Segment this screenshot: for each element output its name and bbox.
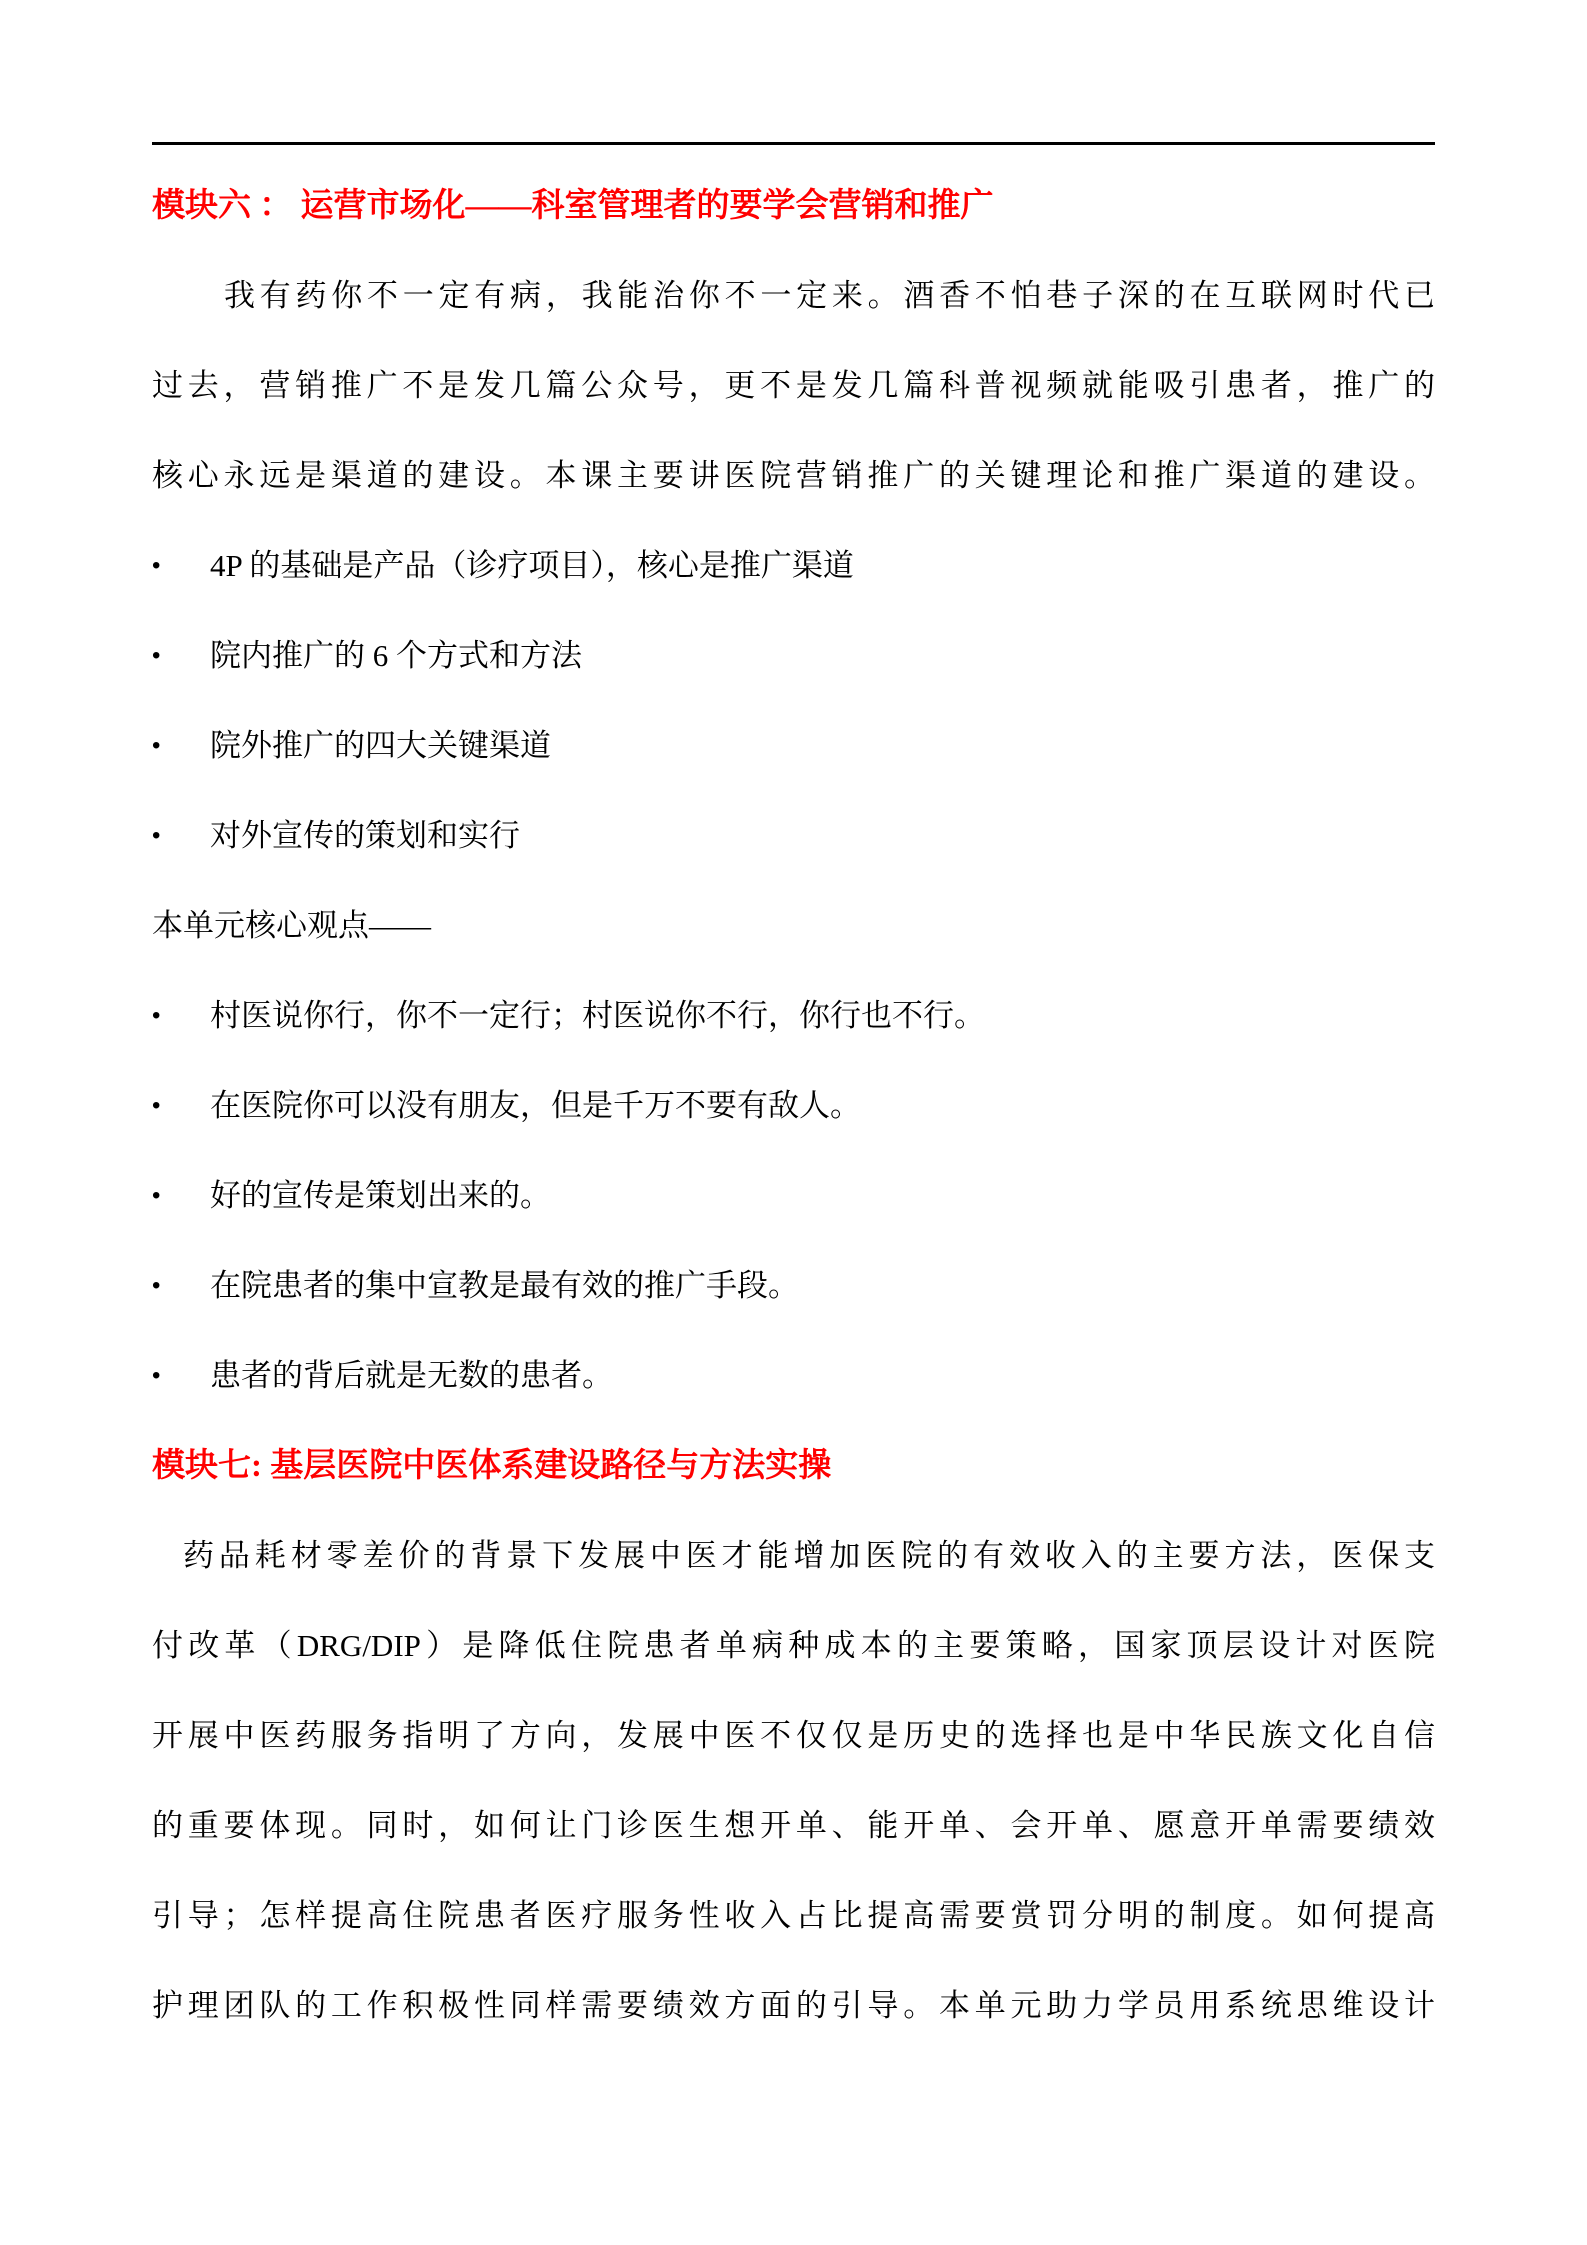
section6-viewpoint-item <box>152 1331 1435 1421</box>
viewpoint-text: 在医院你可以没有朋友，但是千万不要有敌人。 <box>210 1088 861 1123</box>
bullet-text: 院内推广的 6 个方式和方法 <box>210 638 582 673</box>
section6-heading: 模块六 ： 运营市场化——科室管理者的要学会营销和推广 <box>152 188 994 224</box>
bullet-icon: • <box>152 1272 161 1299</box>
section6-bullet-item <box>152 791 1435 881</box>
viewpoint-text: 好的宣传是策划出来的。 <box>210 1178 551 1213</box>
bullet-icon: • <box>152 1362 161 1389</box>
section6-viewpoint-item <box>152 1151 1435 1241</box>
section6-bullet-item <box>152 701 1435 791</box>
bullet-icon: • <box>152 822 161 849</box>
section6-paragraph-line: 我有药你不一定有病，我能治你不一定来。酒香不怕巷子深的在互联网时代已 <box>224 278 1435 313</box>
section7-paragraph-line: 付改革（DRG/DIP）是降低住院患者单病种成本的主要策略，国家顶层设计对医院 <box>152 1628 1435 1663</box>
section7-paragraph-line: 护理团队的工作积极性同样需要绩效方面的引导。本单元助力学员用系统思维设计 <box>152 1988 1435 2023</box>
viewpoint-text: 患者的背后就是无数的患者。 <box>210 1358 613 1393</box>
section6-bullet-item <box>152 611 1435 701</box>
viewpoint-text: 村医说你行，你不一定行；村医说你不行，你行也不行。 <box>210 998 985 1033</box>
section6-viewpoint-item <box>152 1241 1435 1331</box>
bullet-icon: • <box>152 1092 161 1119</box>
section6-bullet-item <box>152 521 1435 611</box>
bullet-icon: • <box>152 552 161 579</box>
bullet-icon: • <box>152 732 161 759</box>
bullet-text: 4P 的基础是产品（诊疗项目），核心是推广渠道 <box>210 548 854 583</box>
section6-paragraph-line: 过去，营销推广不是发几篇公众号，更不是发几篇科普视频就能吸引患者，推广的 <box>152 368 1435 403</box>
section7-heading: 模块七: 基层医院中医体系建设路径与方法实操 <box>152 1448 832 1484</box>
viewpoint-text: 在院患者的集中宣教是最有效的推广手段。 <box>210 1268 799 1303</box>
section7-paragraph-line: 引导；怎样提高住院患者医疗服务性收入占比提高需要赏罚分明的制度。如何提高 <box>152 1898 1435 1933</box>
page-content <box>152 161 1435 2051</box>
section6-viewpoint-item <box>152 971 1435 1061</box>
bullet-icon: • <box>152 642 161 669</box>
section6-viewpoint-item <box>152 1061 1435 1151</box>
bullet-text: 院外推广的四大关键渠道 <box>210 728 551 763</box>
bullet-icon: • <box>152 1182 161 1209</box>
bullet-text: 对外宣传的策划和实行 <box>210 818 520 853</box>
section6-viewpoints-label: 本单元核心观点—— <box>152 908 431 943</box>
section7-paragraph-line: 药品耗材零差价的背景下发展中医才能增加医院的有效收入的主要方法，医保支 <box>183 1538 1435 1573</box>
header-rule <box>152 142 1435 145</box>
bullet-icon: • <box>152 1002 161 1029</box>
section7-paragraph-line: 开展中医药服务指明了方向，发展中医不仅仅是历史的选择也是中华民族文化自信 <box>152 1718 1435 1753</box>
section6-paragraph-line: 核心永远是渠道的建设。本课主要讲医院营销推广的关键理论和推广渠道的建设。 <box>152 458 1435 493</box>
section7-paragraph-line: 的重要体现。同时，如何让门诊医生想开单、能开单、会开单、愿意开单需要绩效 <box>152 1808 1435 1843</box>
